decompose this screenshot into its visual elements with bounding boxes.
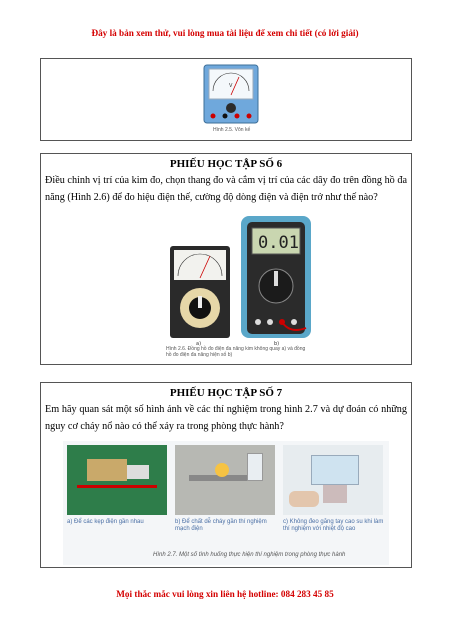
voltmeter-box	[40, 58, 412, 141]
worksheet-7-box	[40, 382, 412, 568]
voltmeter-image	[201, 61, 261, 134]
caption-c: c) Không đeo găng tay cao su khi làm thí nghiệm với nhiệt độ cao	[283, 519, 384, 532]
photo-c	[283, 445, 383, 515]
worksheet-6-title: PHIẾU HỌC TẬP SỐ 6	[169, 158, 283, 170]
worksheet-7-title: PHIẾU HỌC TẬP SỐ 7	[169, 387, 283, 399]
digital-display-reading: 0.01	[258, 233, 299, 253]
caption-b: b) Để chất dễ cháy gần thí nghiệm mạch điện	[175, 519, 267, 532]
multimeter-caption: Hình 2.6. Đồng hồ đo điện đa năng kim không quay a) và đồng hồ đo điện đa năng hiện số b)	[166, 346, 306, 358]
caption-a: a) Để các kẹp điện gần nhau	[67, 519, 144, 525]
label-a: a)	[196, 341, 202, 346]
lab-safety-image	[63, 441, 389, 565]
worksheet-6-text: Điều chỉnh vị trí của kim đo, chọn thang đo và cắm vị trí của các dây đo trên đồng hồ đa năng (Hình 2.6) để đo hiệu điện thế, cường độ dòng điện và điện trở như thế nào?	[45, 175, 407, 203]
voltmeter-caption: Hình 2.5. Vôn kế	[213, 127, 251, 133]
multimeter-image	[166, 216, 316, 361]
photo-b	[175, 445, 275, 515]
figure-caption: Hình 2.7. Một số tình huống thực hiện thí nghiệm trong phòng thực hành	[153, 552, 346, 558]
label-b: b)	[274, 341, 280, 346]
worksheet-7-text: Em hãy quan sát một số hình ảnh về các thí nghiệm trong hình 2.7 và dự đoán có những nguy cơ cháy nổ nào có thể xảy ra trong phòng thực hành?	[45, 404, 407, 432]
svg-text:V: V	[229, 83, 233, 89]
photo-a	[67, 445, 167, 515]
worksheet-6-box	[40, 153, 412, 365]
preview-notice: Đây là bản xem thử, vui lòng mua tài liệu để xem chi tiết (có lời giải)	[91, 28, 359, 38]
hotline-footer: Mọi thắc mắc vui lòng xin liên hệ hotline: 084 283 45 85	[116, 589, 334, 599]
